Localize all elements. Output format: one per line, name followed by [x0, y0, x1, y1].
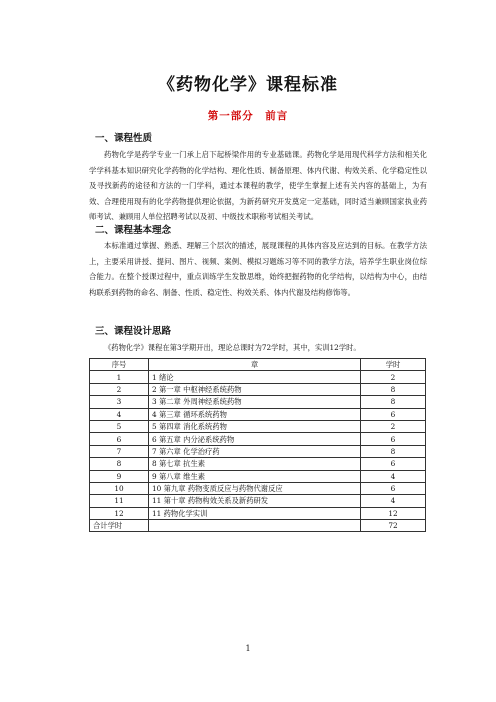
row-number: 10 [90, 482, 149, 494]
row-hours: 6 [361, 408, 426, 420]
section-heading-nature: 一、课程性质 [95, 133, 153, 144]
section-heading-philosophy: 二、课程基本理念 [95, 225, 172, 236]
table-row [90, 482, 426, 494]
table-row [90, 383, 426, 395]
row-hours: 8 [361, 445, 426, 457]
row-number: 12 [90, 507, 149, 519]
document-title: 《药物化学》课程标准 [158, 75, 338, 95]
row-number: 4 [90, 408, 149, 420]
header-number: 序号 [90, 359, 149, 371]
row-number: 7 [90, 445, 149, 457]
table-row [90, 408, 426, 420]
table-row [90, 445, 426, 457]
design-intro-text: 《药物化学》课程在第3学期开出，理论总课时为72学时，其中，实训12学时。 [104, 343, 361, 352]
row-chapter: 6 第五章 内分泌系统药物 [149, 433, 361, 445]
table-row [90, 433, 426, 445]
row-chapter: 10 第九章 药物变质反应与药物代谢反应 [149, 482, 361, 494]
header-chapter: 章 [149, 359, 361, 371]
section-paragraph-philosophy: 本标准通过掌握、熟悉、理解三个层次的描述，展现课程的具体内容及应达到的目标。在教学方法上，主要采用讲授、提问、图片、视频、案例、模拟习题练习等不同的教学方法，培养学生职业岗位综合能力。在整个授课过程中，重点训练学生发散思维，始终把握药物的化学结构，以结构为中心，由结构联系到药物的命名、制备、性质、稳定性、构效关系、体内代谢及结构修饰等。 [89, 241, 427, 297]
table-total-row [90, 520, 426, 532]
row-hours: 12 [361, 507, 426, 519]
course-hours-table [89, 358, 426, 532]
row-number: 3 [90, 396, 149, 408]
section-paragraph-nature: 药物化学是药学专业一门承上启下起桥梁作用的专业基础课。药物化学是用现代科学方法和相关化学学科基本知识研究化学药物的化学结构、理化性质、制备原理、体内代谢、构效关系、化学稳定性以及寻找新药的途径和方法的一门学科，通过本课程的教学，使学生掌握上述有关内容的基础上，为有效、合理使用现有的化学药物提供理论依据，为新药研究开发奠定一定基础，同时适当兼顾国家执业药师考试、兼顾用人单位招聘考试以及初、中级技术职称考试相关考试。 [89, 150, 427, 221]
row-chapter: 5 第四章 消化系统药物 [149, 420, 361, 432]
row-hours: 6 [361, 458, 426, 470]
table-row [90, 495, 426, 507]
row-hours: 2 [361, 420, 426, 432]
row-hours: 2 [361, 371, 426, 383]
row-hours: 6 [361, 482, 426, 494]
row-number: 2 [90, 383, 149, 395]
table-row [90, 507, 426, 519]
row-chapter: 2 第一章 中枢神经系统药物 [149, 383, 361, 395]
row-chapter: 7 第六章 化学治疗药 [149, 445, 361, 457]
page-number: 1 [245, 644, 251, 653]
row-chapter: 9 第八章 维生素 [149, 470, 361, 482]
total-value: 72 [361, 520, 426, 532]
table-row [90, 470, 426, 482]
header-hours: 学时 [361, 359, 426, 371]
table-row [90, 420, 426, 432]
table-header-row [90, 359, 426, 371]
row-number: 1 [90, 371, 149, 383]
row-chapter: 3 第二章 外周神经系统药物 [149, 396, 361, 408]
table-row [90, 371, 426, 383]
total-label: 合计学时 [90, 520, 149, 532]
row-number: 8 [90, 458, 149, 470]
row-hours: 8 [361, 396, 426, 408]
total-empty-cell [149, 520, 361, 532]
row-chapter: 1 绪论 [149, 371, 361, 383]
section-heading-design: 三、课程设计思路 [95, 326, 172, 337]
table-row [90, 458, 426, 470]
row-hours: 4 [361, 470, 426, 482]
row-chapter: 4 第三章 循环系统药物 [149, 408, 361, 420]
table-row [90, 396, 426, 408]
row-hours: 6 [361, 433, 426, 445]
row-chapter: 11 第十章 药物构效关系及新药研发 [149, 495, 361, 507]
row-number: 9 [90, 470, 149, 482]
row-chapter: 11 药物化学实训 [149, 507, 361, 519]
row-number: 5 [90, 420, 149, 432]
row-chapter: 8 第七章 抗生素 [149, 458, 361, 470]
row-hours: 4 [361, 495, 426, 507]
row-hours: 8 [361, 383, 426, 395]
row-number: 6 [90, 433, 149, 445]
row-number: 11 [90, 495, 149, 507]
part-title: 第一部分 前言 [207, 110, 289, 122]
